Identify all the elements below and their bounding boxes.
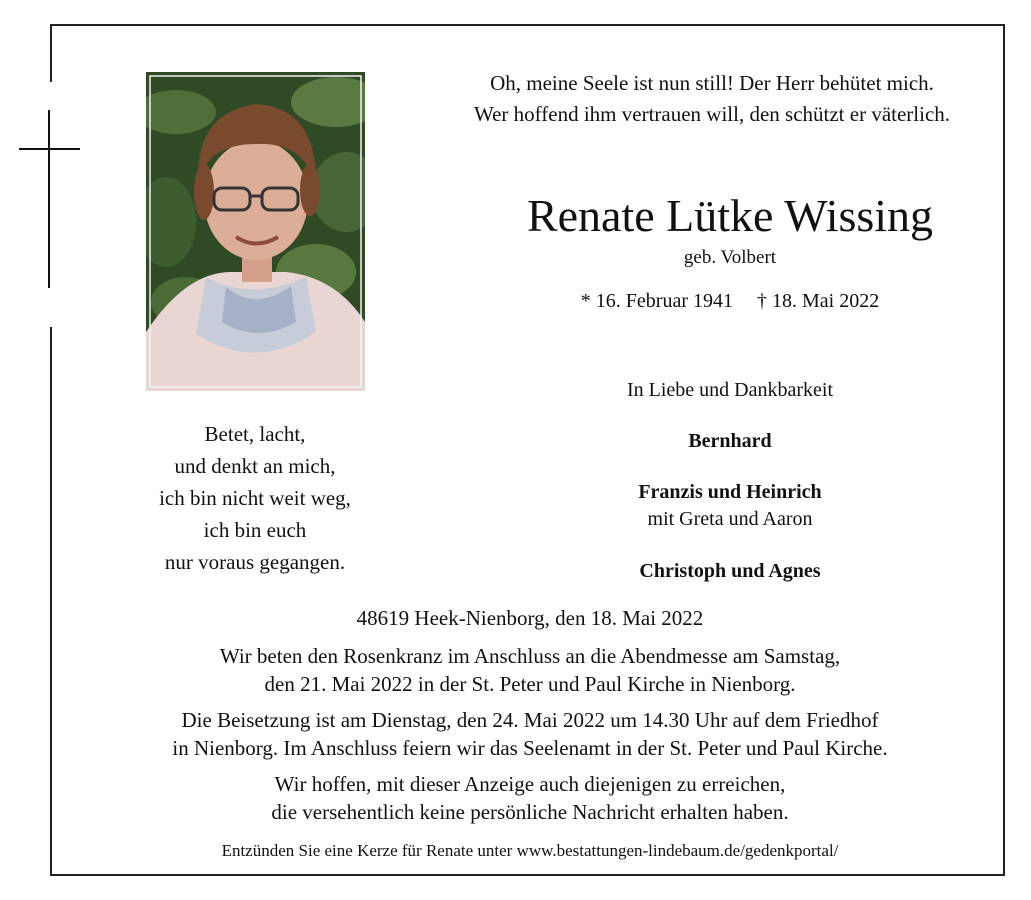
notice-info	[100, 770, 960, 826]
poem-line: ich bin euch	[203, 518, 307, 542]
funeral-line: Die Beisetzung ist am Dienstag, den 24. Mai 2022 um 14.30 Uhr auf dem Friedhof	[181, 708, 879, 732]
rosary-line: den 21. Mai 2022 in der St. Peter und Paul Kirche in Nienborg.	[264, 672, 796, 696]
cross-icon-vertical	[48, 110, 50, 288]
poem-line: Betet, lacht,	[204, 422, 306, 446]
quote-line: Oh, meine Seele ist nun still! Der Herr behütet mich.	[490, 71, 934, 95]
mourner-name: Franzis und Heinrich	[638, 481, 822, 503]
candle-link-text: Entzünden Sie eine Kerze für Renate unter www.bestattungen-lindebaum.de/gedenkportal/	[221, 841, 839, 860]
deceased-name: Renate Lütke Wissing	[526, 190, 934, 241]
birth-date: * 16. Februar 1941	[580, 290, 733, 312]
rosary-info	[100, 642, 960, 698]
mourner-subline: mit Greta und Aaron	[647, 508, 813, 530]
notice-line: Wir hoffen, mit dieser Anzeige auch diejenigen zu erreichen,	[274, 772, 786, 796]
poem-line: und denkt an mich,	[174, 454, 336, 478]
funeral-line: in Nienborg. Im Anschluss feiern wir das Seelenamt in der St. Peter und Paul Kirche.	[172, 736, 888, 760]
maiden-name: geb. Volbert	[683, 247, 777, 268]
quote-line: Wer hoffend ihm vertrauen will, den schützt er väterlich.	[473, 102, 951, 126]
poem	[130, 418, 380, 578]
death-date: † 18. Mai 2022	[756, 290, 880, 312]
life-dates	[530, 287, 930, 315]
portrait-photo	[146, 72, 365, 391]
funeral-info	[100, 706, 960, 762]
mourner-name: Bernhard	[688, 430, 772, 452]
poem-line: ich bin nicht weit weg,	[159, 486, 351, 510]
cross-icon-horizontal	[19, 148, 80, 150]
rosary-line: Wir beten den Rosenkranz im Anschluss an die Abendmesse am Samstag,	[219, 644, 841, 668]
place-date: 48619 Heek-Nienborg, den 18. Mai 2022	[356, 606, 704, 630]
bible-quote	[420, 68, 1004, 130]
poem-line: nur voraus gegangen.	[164, 550, 346, 574]
notice-line: die versehentlich keine persönliche Nachricht erhalten haben.	[271, 800, 789, 824]
mourner-name: Christoph und Agnes	[639, 560, 821, 582]
mourners-intro: In Liebe und Dankbarkeit	[626, 379, 834, 401]
